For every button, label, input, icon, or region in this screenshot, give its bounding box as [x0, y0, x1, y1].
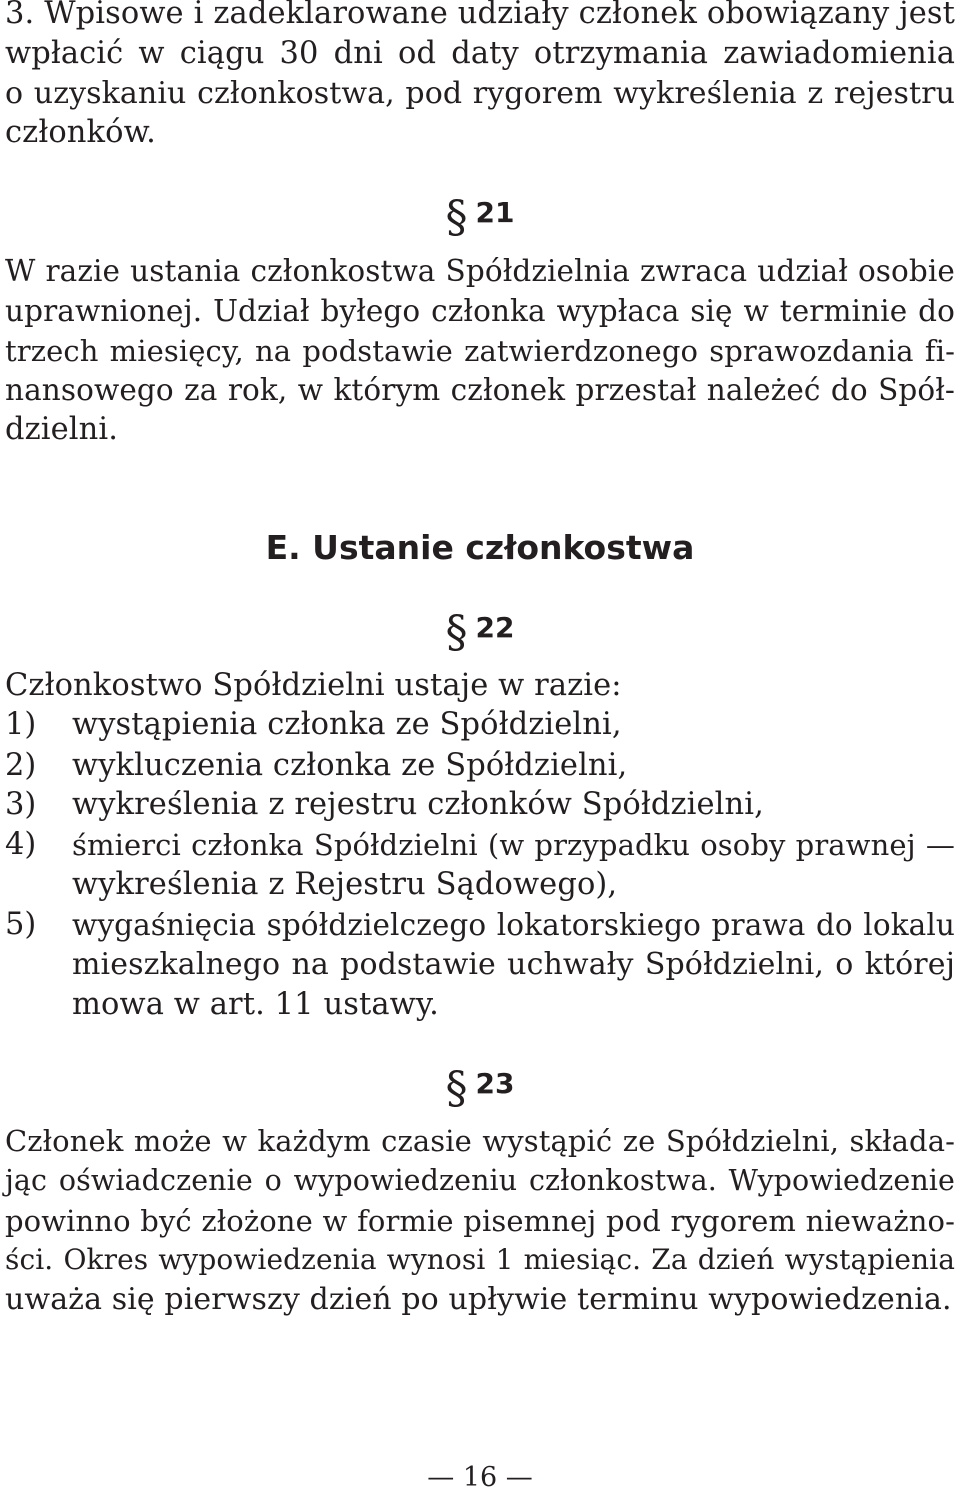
text-line: uważa się pierwszy dzień po upływie terminu wypowiedzenia.	[5, 1282, 952, 1317]
text-line: uprawnionej. Udział byłego członka wypłaca się w terminie do	[5, 294, 955, 328]
list-text: wykluczenia członka ze Spółdzielni,	[72, 748, 628, 783]
list-number: 3)	[5, 787, 37, 822]
text-line: Członek może w każdym czasie wystąpić ze Spółdzielni, składa-	[5, 1124, 955, 1158]
text-line: wpłacić w ciągu 30 dni od daty otrzymania zawiadomienia	[5, 36, 955, 71]
paragraph-22-heading	[0, 607, 960, 658]
paragraph-23-heading	[0, 1063, 960, 1114]
list-text: wygaśnięcia spółdzielczego lokatorskiego prawa do lokalu	[72, 908, 955, 942]
paragraph-number: 23	[475, 1067, 515, 1100]
page-number: — 16 —	[427, 1462, 533, 1493]
text-line: W razie ustania członkostwa Spółdzielnia zwraca udział osobie	[5, 254, 955, 288]
list-text: mieszkalnego na podstawie uchwały Spółdzielni, o której	[72, 947, 955, 982]
list-text: wykreślenia z Rejestru Sądowego),	[72, 867, 618, 902]
list-number: 2)	[5, 748, 37, 783]
list-text: wystąpienia członka ze Spółdzielni,	[72, 707, 622, 742]
text-line: powinno być złożone w formie pisemnej pod rygorem nieważno-	[5, 1204, 955, 1238]
list-number: 1)	[5, 707, 37, 742]
section-sign: §	[445, 607, 468, 658]
text-line: nansowego za rok, w którym członek przestał należeć do Spół-	[5, 373, 955, 407]
paragraph-number: 21	[475, 196, 515, 229]
list-number: 4)	[5, 827, 37, 862]
text-line: trzech miesięcy, na podstawie zatwierdzonego sprawozdania fi-	[5, 334, 955, 368]
list-text: wykreślenia z rejestru członków Spółdzielni,	[72, 787, 764, 822]
paragraph-21-heading	[0, 192, 960, 243]
text-line: jąc oświadczenie o wypowiedzeniu członkostwa. Wypowiedzenie	[5, 1164, 955, 1197]
list-text: śmierci członka Spółdzielni (w przypadku osoby prawnej —	[72, 828, 955, 862]
section-sign: §	[445, 192, 468, 243]
section-heading: E. Ustanie członkostwa	[265, 528, 695, 567]
text-line: ści. Okres wypowiedzenia wynosi 1 miesiąc. Za dzień wystąpienia	[5, 1243, 955, 1276]
text-line: o uzyskaniu członkostwa, pod rygorem wykreślenia z rejestru	[5, 76, 955, 111]
list-intro: Członkostwo Spółdzielni ustaje w razie:	[5, 668, 622, 703]
text-line: 3. Wpisowe i zadeklarowane udziały członek obowiązany jest	[5, 0, 955, 31]
text-line: członków.	[5, 115, 156, 150]
section-sign: §	[445, 1063, 468, 1114]
paragraph-number: 22	[475, 611, 515, 644]
list-text: mowa w art. 11 ustawy.	[72, 987, 439, 1022]
list-number: 5)	[5, 907, 37, 942]
text-line: dzielni.	[5, 412, 119, 447]
